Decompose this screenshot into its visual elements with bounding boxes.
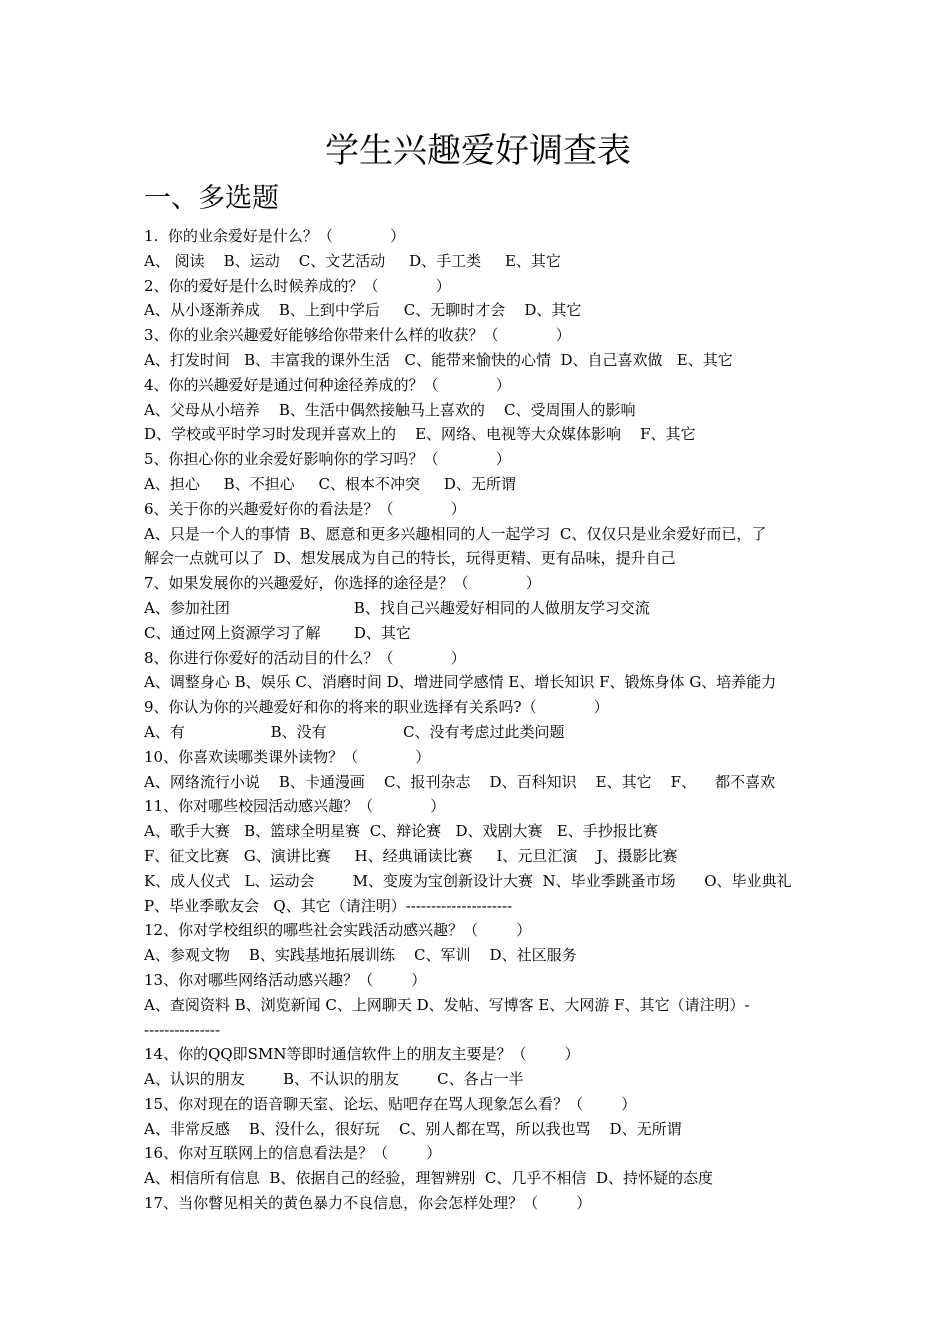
text-line: A、相信所有信息 B、依据自己的经验，理智辨别 C、几乎不相信 D、持怀疑的态度 (144, 1169, 713, 1188)
text-line: 7、如果发展你的兴趣爱好，你选择的途径是？（ ） (144, 574, 541, 593)
text-line: 1. 你的业余爱好是什么？（ ） (144, 227, 406, 245)
text-line: 14、你的QQ即SMN等即时通信软件上的朋友主要是？（ ） (144, 1045, 580, 1064)
text-line: 9、你认为你的兴趣爱好和你的将来的职业选择有关系吗?（ ） (144, 698, 609, 717)
text-line: 3、你的业余兴趣爱好能够给你带来什么样的收获？（ ） (144, 326, 571, 345)
text-line: 10、你喜欢读哪类课外读物？（ ） (144, 747, 431, 766)
text-line: A、非常反感 B、没什么，很好玩 C、别人都在骂，所以我也骂 D、无所谓 (144, 1119, 682, 1138)
text-line: 4、你的兴趣爱好是通过何种途径养成的？（ ） (144, 375, 511, 394)
section-heading: 一、多选题 (144, 183, 279, 214)
text-line: --------------- (144, 1020, 221, 1039)
text-line: A、担心 B、不担心 C、根本不冲突 D、无所谓 (144, 474, 516, 493)
text-line: K、成人仪式 L、运动会 M、变废为宝创新设计大赛 N、毕业季跳蚤市场 O、毕业典礼 (144, 871, 792, 890)
text-line: F、征文比赛 G、演讲比赛 H、经典诵读比赛 I、元旦汇演 J、摄影比赛 (144, 846, 678, 865)
text-line: 16、你对互联网上的信息看法是？（ ） (144, 1144, 442, 1163)
text-line: A、认识的朋友 B、不认识的朋友 C、各占一半 (144, 1070, 524, 1089)
text-line: 17、当你瞥见相关的黄色暴力不良信息，你会怎样处理？（ ） (144, 1194, 592, 1213)
text-line: 12、你对学校组织的哪些社会实践活动感兴趣？（ ） (144, 921, 532, 940)
text-line: A、参加社团 B、找自己兴趣爱好相同的人做朋友学习交流 (144, 598, 650, 617)
text-line: A、父母从小培养 B、生活中偶然接触马上喜欢的 C、受周围人的影响 (144, 400, 636, 419)
text-line: A、只是一个人的事情 B、愿意和更多兴趣相同的人一起学习 C、仅仅只是业余爱好而已，了 (144, 524, 767, 543)
text-line: A、从小逐渐养成 B、上到中学后 C、无聊时才会 D、其它 (144, 301, 582, 320)
text-line: P、毕业季歌友会 Q、其它（请注明）--------------------- (144, 896, 513, 915)
text-line: A、网络流行小说 B、卡通漫画 C、报刊杂志 D、百科知识 E、其它 F、 都不喜欢 (144, 772, 776, 791)
text-line: 6、关于你的兴趣爱好你的看法是？（ ） (144, 499, 466, 518)
text-line: A、打发时间 B、丰富我的课外生活 C、能带来愉快的心情 D、自己喜欢做 E、其它 (144, 350, 733, 369)
text-line: 2、你的爱好是什么时候养成的？（ ） (144, 276, 451, 295)
text-line: A、调整身心 B、娱乐 C、消磨时间 D、增进同学感情 E、增长知识 F、锻炼身体 G、培养能力 (144, 673, 777, 692)
text-line: 11、你对哪些校园活动感兴趣？（ ） (144, 797, 446, 816)
text-line: A、有 B、没有 C、没有考虑过此类问题 (144, 722, 565, 741)
text-line: A、参观文物 B、实践基地拓展训练 C、军训 D、社区服务 (144, 946, 577, 965)
text-line: A、歌手大赛 B、篮球全明星赛 C、辩论赛 D、戏剧大赛 E、手抄报比赛 (144, 822, 658, 841)
text-line: 13、你对哪些网络活动感兴趣？（ ） (144, 970, 427, 989)
text-line: D、学校或平时学习时发现并喜欢上的 E、网络、电视等大众媒体影响 F、其它 (144, 425, 696, 444)
text-line: 15、你对现在的语音聊天室、论坛、贴吧存在骂人现象怎么看？（ ） (144, 1094, 637, 1113)
text-line: C、通过网上资源学习了解 D、其它 (144, 623, 411, 642)
page-title: 学生兴趣爱好调查表 (325, 131, 631, 171)
text-line: A、查阅资料 B、浏览新闻 C、上网聊天 D、发帖、写博客 E、大网游 F、其它（请注明）- (144, 995, 750, 1014)
text-line: 5、你担心你的业余爱好影响你的学习吗？（ ） (144, 450, 511, 469)
question-list (144, 224, 812, 1216)
text-line: 解会一点就可以了 D、想发展成为自己的特长，玩得更精、更有品味，提升自己 (144, 549, 676, 568)
text-line: A、 阅读 B、运动 C、文艺活动 D、手工类 E、其它 (144, 251, 561, 270)
text-line: 8、你进行你爱好的活动目的什么？（ ） (144, 648, 466, 667)
